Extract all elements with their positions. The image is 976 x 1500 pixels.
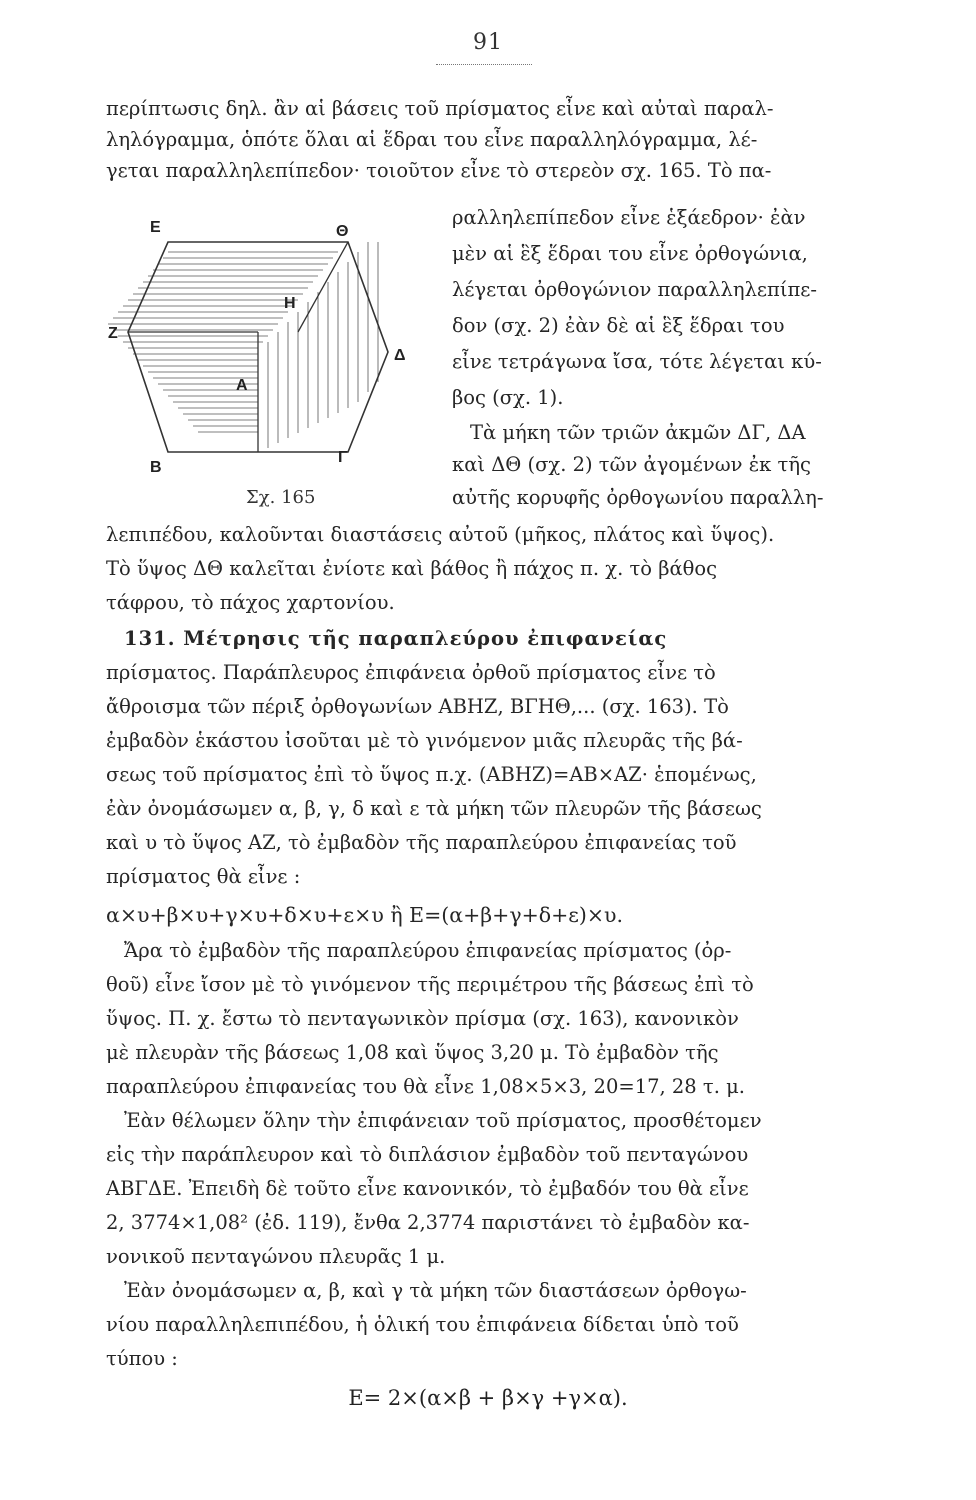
- text-line: ραλληλεπίπεδον εἶνε ἑξάεδρον· ἐὰν: [452, 206, 806, 229]
- text-line: νίου παραλληλεπιπέδου, ἡ ὁλική του ἐπιφάνεια δίδεται ὑπὸ τοῦ: [106, 1313, 739, 1336]
- vertex-label-Z: Ζ: [108, 325, 118, 342]
- vertex-label-H: Η: [284, 295, 296, 312]
- text-line: μὲ πλευρὰν τῆς βάσεως 1,08 καὶ ὕψος 3,20 μ. Τὸ ἐμβαδὸν τῆς: [106, 1041, 719, 1064]
- text-line: τάφρου, τὸ πάχος χαρτονίου.: [106, 591, 395, 614]
- text-line: λέγεται ὀρθογώνιον παραλληλεπίπε-: [452, 278, 817, 301]
- page-number: 91: [473, 30, 503, 55]
- text-line: περίπτωσις δηλ. ἂν αἱ βάσεις τοῦ πρίσματος εἶνε καὶ αὐταὶ παραλ-: [106, 97, 774, 120]
- text-line: ἄθροισμα τῶν πέριξ ὀρθογωνίων ΑΒΗΖ, ΒΓΗΘ,... (σχ. 163). Τὸ: [106, 695, 729, 718]
- text-line: εἰς τὴν παράπλευρον καὶ τὸ διπλάσιον ἐμβαδὸν τοῦ πενταγώνου: [106, 1143, 749, 1166]
- text-line: νονικοῦ πενταγώνου πλευρᾶς 1 μ.: [106, 1245, 446, 1268]
- text-line: πρίσματος θὰ εἶνε :: [106, 865, 301, 888]
- text-line: 2, 3774×1,08² (ἐδ. 119), ἔνθα 2,3774 παριστάνει τὸ ἐμβαδὸν κα-: [106, 1211, 750, 1234]
- vertex-label-A: Α: [236, 377, 248, 394]
- text-line: μὲν αἱ ἓξ ἕδραι του εἶνε ὀρθογώνια,: [452, 242, 808, 265]
- text-line: τύπου :: [106, 1347, 178, 1370]
- text-line: δον (σχ. 2) ἐὰν δὲ αἱ ἓξ ἕδραι του: [452, 314, 785, 337]
- text-line: εἶνε τετράγωνα ἴσα, τότε λέγεται κύ-: [452, 350, 822, 373]
- text-line: λεπιπέδου, καλοῦνται διαστάσεις αὐτοῦ (μῆκος, πλάτος καὶ ὕψος).: [106, 523, 775, 546]
- text-line: Ἐὰν ὀνομάσωμεν α, β, καὶ γ τὰ μήκη τῶν διαστάσεων ὀρθογω-: [124, 1279, 747, 1302]
- text-line: Ἄρα τὸ ἐμβαδὸν τῆς παραπλεύρου ἐπιφανείας πρίσματος (ὀρ-: [124, 939, 732, 962]
- text-line: θοῦ) εἶνε ἴσον μὲ τὸ γινόμενον τῆς περιμέτρου τῆς βάσεως ἐπὶ τὸ: [106, 973, 754, 996]
- text-line: βος (σχ. 1).: [452, 386, 564, 409]
- figure-caption: Σχ. 165: [246, 487, 316, 508]
- vertex-label-Theta: Θ: [336, 223, 349, 240]
- text-line: ὕψος. Π. χ. ἔστω τὸ πενταγωνικὸν πρίσμα (σχ. 163), κανονικὸν: [106, 1007, 739, 1030]
- text-line: πρίσματος. Παράπλευρος ἐπιφάνεια ὀρθοῦ πρίσματος εἶνε τὸ: [106, 661, 716, 684]
- vertex-label-Gamma: Γ: [338, 449, 348, 466]
- vertex-label-B: Β: [150, 459, 162, 476]
- text-line: αὐτῆς κορυφῆς ὀρθογωνίου παραλλη-: [452, 486, 824, 509]
- text-line: Τὰ μήκη τῶν τριῶν ἀκμῶν ΔΓ, ΔΑ: [470, 421, 806, 444]
- vertex-label-E: Ε: [150, 219, 161, 236]
- text-line: καὶ ΔΘ (σχ. 2) τῶν ἀγομένων ἐκ τῆς: [452, 453, 811, 476]
- figure-165: [108, 212, 418, 482]
- text-line: σεως τοῦ πρίσματος ἐπὶ τὸ ὕψος π.χ. (ΑΒΗΖ)=ΑΒ×ΑΖ· ἑπομένως,: [106, 763, 757, 786]
- formula-total-area: Ε= 2×(α×β + β×γ +γ×α).: [348, 1386, 628, 1410]
- text-line: ληλόγραμμα, ὁπότε ὅλαι αἱ ἕδραι του εἶνε παραλληλόγραμμα, λέ-: [106, 128, 758, 151]
- text-line: παραπλεύρου ἐπιφανείας του θὰ εἶνε 1,08×5×3, 20=17, 28 τ. μ.: [106, 1075, 745, 1098]
- text-line: γεται παραλληλεπίπεδον· τοιοῦτον εἶνε τὸ στερεὸν σχ. 165. Τὸ πα-: [106, 159, 772, 182]
- formula-lateral-area: α×υ+β×υ+γ×υ+δ×υ+ε×υ ἢ Ε=(α+β+γ+δ+ε)×υ.: [106, 903, 624, 927]
- text-line: ΑΒΓΔΕ. Ἐπειδὴ δὲ τοῦτο εἶνε κανονικόν, τὸ ἐμβαδόν του θὰ εἶνε: [106, 1177, 749, 1200]
- text-line: ἐμβαδὸν ἑκάστου ἰσοῦται μὲ τὸ γινόμενον μιᾶς πλευρᾶς τῆς βά-: [106, 729, 743, 752]
- text-line: Τὸ ὕψος ΔΘ καλεῖται ἐνίοτε καὶ βάθος ἢ πάχος π. χ. τὸ βάθος: [106, 557, 718, 580]
- text-line: καὶ υ τὸ ὕψος ΑΖ, τὸ ἐμβαδὸν τῆς παραπλεύρου ἐπιφανείας τοῦ: [106, 831, 737, 854]
- text-line: ἐὰν ὀνομάσωμεν α, β, γ, δ καὶ ε τὰ μήκη τῶν πλευρῶν τῆς βάσεως: [106, 797, 762, 820]
- parallelepiped-diagram: [108, 212, 418, 482]
- section-heading: 131. Μέτρησις τῆς παραπλεύρου ἐπιφανείας: [124, 627, 668, 650]
- text-line: Ἐὰν θέλωμεν ὅλην τὴν ἐπιφάνειαν τοῦ πρίσματος, προσθέτομεν: [124, 1109, 762, 1132]
- vertex-label-Delta: Δ: [394, 347, 406, 364]
- page-number-rule: [436, 64, 532, 65]
